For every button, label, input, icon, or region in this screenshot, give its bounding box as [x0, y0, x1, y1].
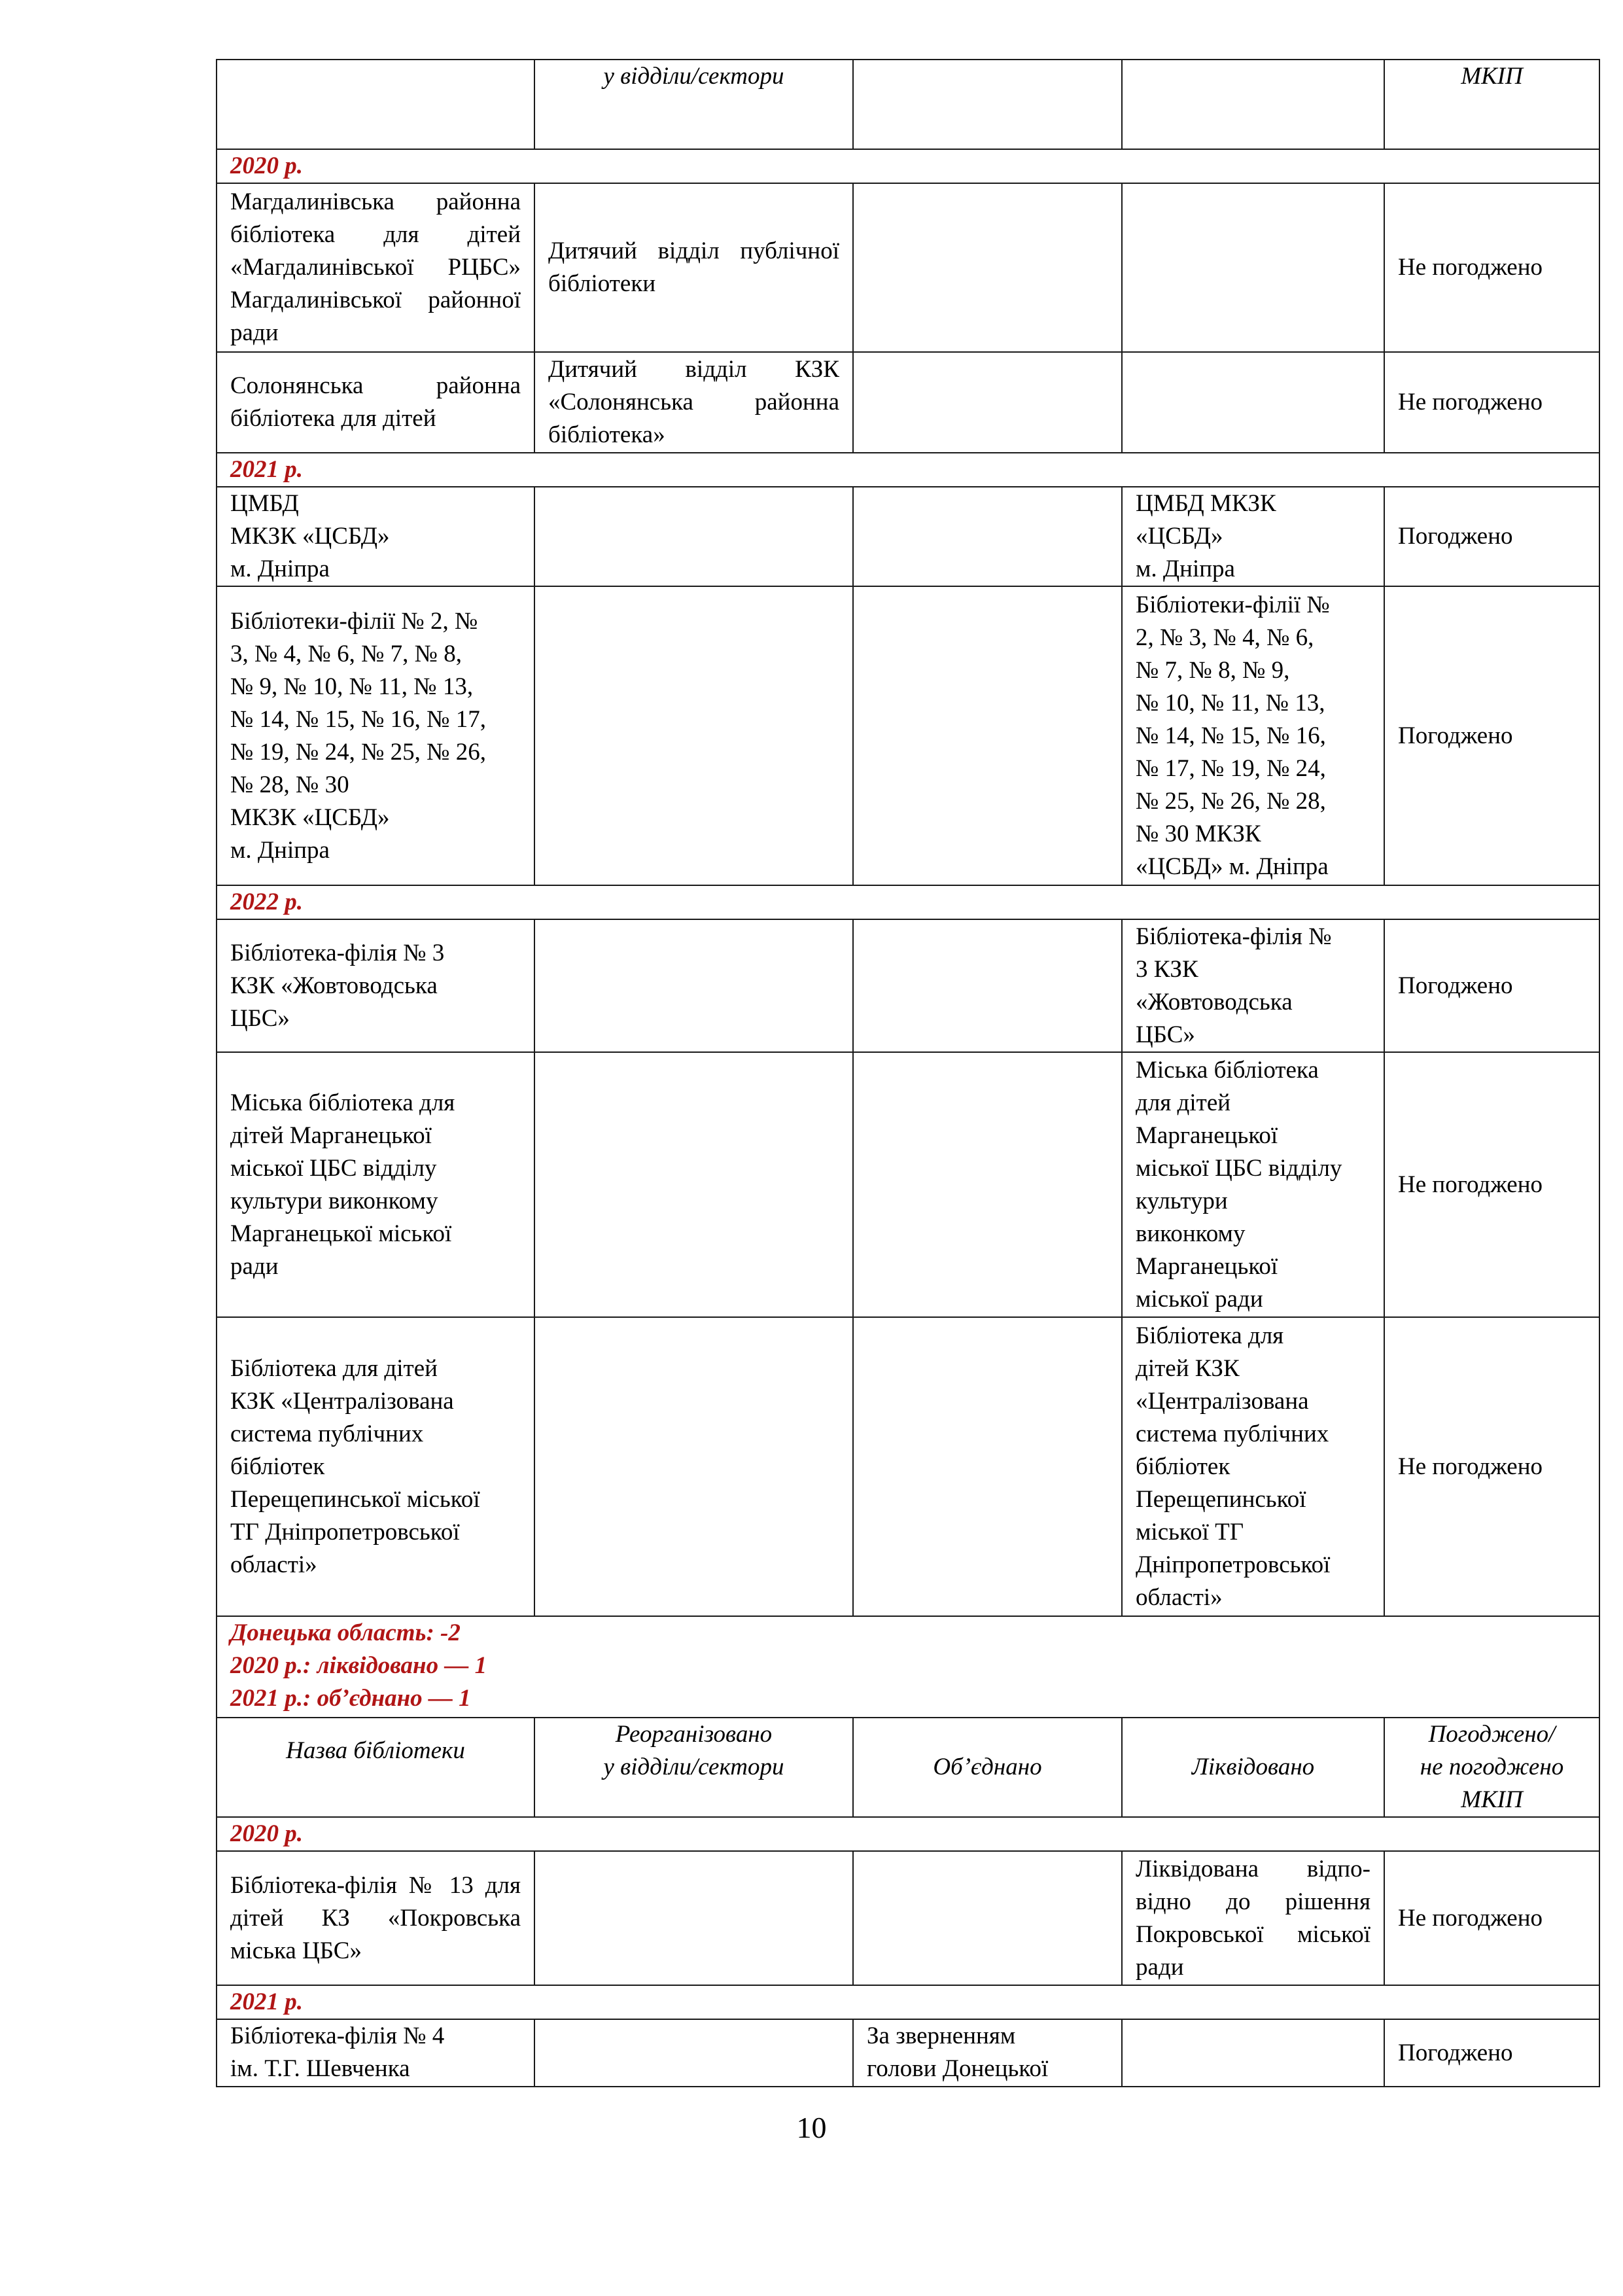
- library-name: [217, 487, 534, 586]
- name-line: Бібліотека для дітей: [230, 1354, 438, 1382]
- table-row: [217, 60, 1599, 149]
- name-line: м. Дніпра: [230, 556, 330, 582]
- approval-status: Не погоджено: [1384, 183, 1599, 352]
- header-reorg-line: у відділи/сектори: [603, 1754, 784, 1780]
- approval-status: Не погоджено: [1384, 1851, 1599, 1985]
- liquidated-line: Марганецької: [1136, 1252, 1278, 1280]
- merged-cell: [853, 2019, 1122, 2087]
- liquidated-line: Дніпропетровської: [1136, 1551, 1331, 1578]
- liquidated-cell: [1122, 1317, 1384, 1616]
- name-line: Марганецької міської: [230, 1220, 452, 1247]
- approval-status: Не погоджено: [1384, 1317, 1599, 1616]
- name-line: області»: [230, 1551, 317, 1578]
- liquidated-cell: [1122, 919, 1384, 1052]
- liquidated-line: культури: [1136, 1187, 1228, 1214]
- liquidated-line: ЦБС»: [1136, 1021, 1195, 1048]
- donetsk-region-heading: [217, 1616, 1599, 1718]
- reorganized-into: Дитячий відділ КЗК «Солонянська районна бібліотека»: [534, 352, 853, 453]
- table-row: [217, 586, 1599, 885]
- liquidated-line: Перещепинської: [1136, 1485, 1306, 1513]
- table-row: [217, 1052, 1599, 1317]
- name-line: 3, № 4, № 6, № 7, № 8,: [230, 640, 462, 667]
- liquidated-line: 3 КЗК: [1136, 955, 1198, 983]
- liquidated-line: 2, № 3, № 4, № 6,: [1136, 624, 1314, 651]
- liquidated-line: бібліотек: [1136, 1453, 1230, 1480]
- header-reorg-line: Реорганізовано: [615, 1721, 773, 1748]
- name-line: Перещепинської міської: [230, 1485, 480, 1513]
- header-approved-continued: МКІП: [1384, 60, 1599, 149]
- liquidated-cell: [1122, 1052, 1384, 1317]
- name-line: ім. Т.Г. Шевченка: [230, 2055, 410, 2082]
- name-line: № 9, № 10, № 11, № 13,: [230, 673, 474, 700]
- liquidated-cell: [1122, 487, 1384, 586]
- header-name: [217, 1718, 534, 1817]
- liquidated-line: № 17, № 19, № 24,: [1136, 754, 1326, 782]
- library-name: Бібліотека-філія № 13 для дітей КЗ «Покровська міська ЦБС»: [217, 1851, 534, 1985]
- liquidated-line: № 7, № 8, № 9,: [1136, 656, 1290, 684]
- table-row: [217, 1851, 1599, 1985]
- year-2020-label: 2020 р.: [217, 1817, 1599, 1851]
- liquidated-line: ЦМБД МКЗК: [1136, 490, 1276, 517]
- year-2020-label: 2020 р.: [217, 149, 1599, 183]
- name-line: Бібліотеки-філії № 2, №: [230, 607, 478, 635]
- merged-line: голови Донецької: [867, 2055, 1049, 2082]
- library-name: [217, 2019, 534, 2087]
- liquidated-line: міської ТГ: [1136, 1518, 1244, 1545]
- table-row: [217, 919, 1599, 1052]
- table-row: [217, 352, 1599, 453]
- table-header-row: [217, 1718, 1599, 1817]
- section-row: [217, 453, 1599, 487]
- approval-status: Не погоджено: [1384, 352, 1599, 453]
- table-row: [217, 487, 1599, 586]
- header-reorg-continued: у відділи/сектори: [534, 60, 853, 149]
- table-row: [217, 1317, 1599, 1616]
- liquidated-line: № 25, № 26, № 28,: [1136, 787, 1326, 815]
- merged-line: За зверненням: [867, 2022, 1016, 2049]
- region-heading-line: 2020 р.: ліквідовано — 1: [230, 1652, 487, 1679]
- table-row: [217, 2019, 1599, 2087]
- approval-status: Погоджено: [1384, 919, 1599, 1052]
- name-line: № 19, № 24, № 25, № 26,: [230, 738, 486, 766]
- section-row: [217, 149, 1599, 183]
- liquidated-line: «ЦСБД» м. Дніпра: [1136, 853, 1329, 880]
- year-2021-label: 2021 р.: [217, 453, 1599, 487]
- year-2021-label: 2021 р.: [217, 1985, 1599, 2019]
- name-line: КЗК «Жовтоводська: [230, 972, 438, 999]
- approval-status: Погоджено: [1384, 2019, 1599, 2087]
- header-reorg: [534, 1718, 853, 1817]
- approval-status: Погоджено: [1384, 487, 1599, 586]
- table-row: [217, 183, 1599, 352]
- reorganized-into: Дитячий відділ публічної бібліотеки: [534, 183, 853, 352]
- library-name: [217, 1052, 534, 1317]
- name-line: ЦМБД: [230, 490, 299, 517]
- liquidated-line: № 14, № 15, № 16,: [1136, 722, 1326, 749]
- page-number: 10: [796, 2111, 827, 2144]
- region-heading-line: 2021 р.: об’єднано — 1: [230, 1685, 471, 1712]
- section-row: [217, 1985, 1599, 2019]
- header-merged: Об’єднано: [853, 1718, 1122, 1817]
- name-line: м. Дніпра: [230, 836, 330, 864]
- liquidated-line: № 10, № 11, № 13,: [1136, 689, 1325, 716]
- liquidated-line: Бібліотеки-філії №: [1136, 591, 1330, 618]
- liquidated-line: «ЦСБД»: [1136, 523, 1223, 550]
- name-line: Бібліотека-філія № 3: [230, 939, 445, 966]
- liquidated-line: міської ради: [1136, 1285, 1263, 1313]
- liquidated-line: області»: [1136, 1583, 1223, 1611]
- name-line: міської ЦБС відділу: [230, 1154, 437, 1182]
- region-heading-line: Донецька область: -2: [230, 1619, 461, 1646]
- library-name: [217, 1317, 534, 1616]
- liquidated-line: Марганецької: [1136, 1122, 1278, 1149]
- region-heading-row: [217, 1616, 1599, 1718]
- name-line: Міська бібліотека для: [230, 1089, 455, 1116]
- section-row: [217, 1817, 1599, 1851]
- header-liquidated: Ліквідовано: [1122, 1718, 1384, 1817]
- name-line: № 14, № 15, № 16, № 17,: [230, 705, 486, 733]
- library-name: [217, 586, 534, 885]
- year-2022-label: 2022 р.: [217, 885, 1599, 919]
- name-line: КЗК «Централізована: [230, 1387, 454, 1415]
- header-approved-line: Погоджено/: [1428, 1721, 1556, 1748]
- section-row: [217, 885, 1599, 919]
- liquidated-line: «Централізована: [1136, 1387, 1309, 1415]
- liquidated-line: міської ЦБС відділу: [1136, 1154, 1342, 1182]
- name-line: МКЗК «ЦСБД»: [230, 523, 390, 550]
- header-approved: [1384, 1718, 1599, 1817]
- header-approved-line: МКІП: [1461, 1786, 1523, 1813]
- liquidated-line: № 30 МКЗК: [1136, 820, 1261, 847]
- header-name-text: Назва бібліотеки: [286, 1737, 465, 1764]
- liquidated-line: м. Дніпра: [1136, 556, 1235, 582]
- name-line: бібліотек: [230, 1453, 325, 1480]
- name-line: ТГ Дніпропетровської: [230, 1518, 460, 1545]
- liquidated-cell: [1122, 586, 1384, 885]
- name-line: ЦБС»: [230, 1004, 290, 1032]
- libraries-table: [216, 59, 1600, 2087]
- name-line: культури виконкому: [230, 1187, 438, 1214]
- library-name: [217, 919, 534, 1052]
- name-line: МКЗК «ЦСБД»: [230, 804, 390, 831]
- liquidated-line: для дітей: [1136, 1089, 1231, 1116]
- approval-status: Не погоджено: [1384, 1052, 1599, 1317]
- liquidated-line: виконкому: [1136, 1220, 1246, 1247]
- name-line: система публічних: [230, 1420, 424, 1447]
- name-line: № 28, № 30: [230, 771, 349, 798]
- library-name: Солонянська районна бібліотека для дітей: [217, 352, 534, 453]
- liquidated-line: система публічних: [1136, 1420, 1329, 1447]
- name-line: Бібліотека-філія № 4: [230, 2022, 445, 2049]
- name-line: дітей Марганецької: [230, 1122, 432, 1149]
- approval-status: Погоджено: [1384, 586, 1599, 885]
- liquidated-line: Бібліотека-філія №: [1136, 923, 1332, 950]
- library-name: Магдалинівська районна бібліотека для дітей «Магдалинівської РЦБС» Магдалинівської районної ради: [217, 183, 534, 352]
- liquidated-line: «Жовтоводська: [1136, 988, 1293, 1016]
- header-approved-line: не погоджено: [1420, 1754, 1564, 1780]
- liquidated-line: Бібліотека для: [1136, 1322, 1284, 1349]
- liquidated-line: Міська бібліотека: [1136, 1056, 1319, 1084]
- liquidated-line: дітей КЗК: [1136, 1354, 1240, 1382]
- name-line: ради: [230, 1252, 279, 1280]
- liquidated-cell: Ліквідована відпо-відно до рішення Покровської міської ради: [1122, 1851, 1384, 1985]
